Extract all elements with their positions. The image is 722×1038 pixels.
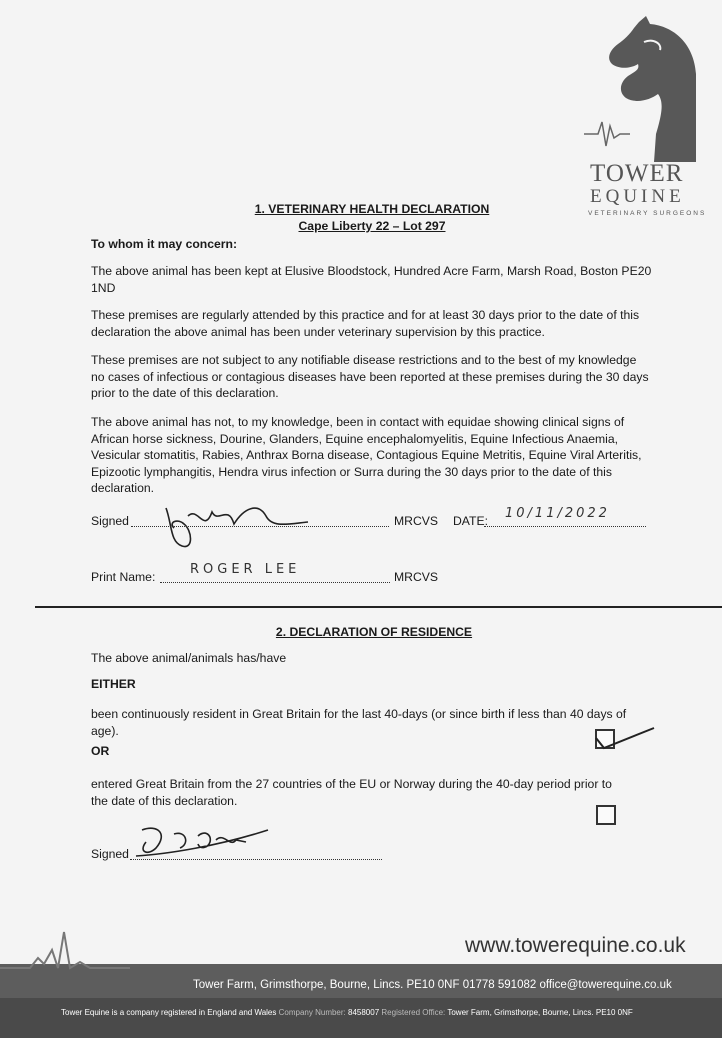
option2-checkbox[interactable] [596,805,616,825]
paragraph-line: Epizootic lymphangitis, Hendra virus infection or Surra during the 30 days prior to the date of this [91,464,612,479]
greeting: To whom it may concern: [91,237,238,251]
section2-signed-label: Signed [91,847,129,861]
paragraph-line: These premises are not subject to any notifiable disease restrictions and to the best of my knowledge [91,353,637,367]
paragraph-contact [91,414,671,497]
paragraph-line: age). [91,723,119,738]
either-label: EITHER [91,677,136,691]
owner-signature [128,820,288,864]
print-mrcvs-label: MRCVS [394,570,439,584]
reg-text: Tower Equine is a company registered in England and Wales [61,1008,277,1017]
section1-subtitle: Cape Liberty 22 – Lot 297 [298,219,446,233]
section2-intro: The above animal/animals has/have [91,651,287,665]
or-label: OR [91,744,110,758]
signed-label: Signed [91,514,129,528]
option1-text [91,706,671,739]
mrcvs-label: MRCVS [394,514,439,528]
paragraph-line: the date of this declaration. [91,793,238,808]
section2-title: 2. DECLARATION OF RESIDENCE [275,625,473,639]
paragraph-line: no cases of infectious or contagious diseases have been reported at these premises during the 30 days [91,369,649,384]
company-number-label: Company Number: [278,1008,346,1017]
paragraph-line: The above animal has not, to my knowledge, been in contact with equidae showing clinical signs of [91,415,625,429]
footer-address: Tower Farm, Grimsthorpe, Bourne, Lincs. PE10 0NF 01778 591082 office@towerequine.co.uk [193,979,672,991]
logo-tagline: VETERINARY SURGEONS [588,210,707,217]
footer-band-lower [0,998,722,1038]
checkmark-icon [592,724,662,754]
paragraph-line: entered Great Britain from the 27 countries of the EU or Norway during the 40-day period prior to [91,777,612,791]
logo [584,14,714,224]
registered-office: Tower Farm, Grimsthorpe, Bourne, Lincs. PE10 0NF [447,1008,633,1017]
print-name-label: Print Name: [91,570,156,584]
paragraph-line: Vesicular stomatitis, Rabies, Anthrax Borna disease, Contagious Equine Metritis, Equine Viral Arteritis, [91,448,642,462]
paragraph-restrictions [91,352,671,402]
paragraph-line: The above animal has been kept at Elusive Bloodstock, Hundred Acre Farm, Marsh Road, Boston PE20 [91,264,652,278]
section-divider [35,606,722,608]
paragraph-line: been continuously resident in Great Britain for the last 40-days (or since birth if less than 40 days of [91,707,627,721]
paragraph-line: prior to the date of this declaration. [91,386,279,400]
paragraph-line: declaration the above animal has been under veterinary supervision by this practice. [91,324,545,339]
date-value: 10/11/2022 [505,506,610,521]
date-label: DATE: [453,514,488,528]
paragraph-line: These premises are regularly attended by this practice and for at least 30 days prior to the date of this [91,308,640,322]
paragraph-location [91,263,671,296]
section1-title: 1. VETERINARY HEALTH DECLARATION [254,202,490,216]
footer-registration [61,1008,633,1017]
paragraph-line: 1ND [91,280,116,295]
paragraph-line: African horse sickness, Dourine, Glanders, Equine encephalomyelitis, Equine Infectious Anaemia, [91,431,619,446]
print-name-value: ROGER LEE [190,562,301,577]
vet-signature [148,494,338,554]
option2-text [91,776,671,809]
logo-word-tower: TOWER [590,160,684,187]
paragraph-line: declaration. [91,481,155,495]
heartbeat-icon [0,928,130,978]
paragraph-supervision [91,307,671,340]
registered-office-label: Registered Office: [381,1008,446,1017]
knight-horse-icon [584,14,704,164]
logo-word-equine: EQUINE [590,186,685,207]
company-number: 8458007 [348,1008,380,1017]
website[interactable]: www.towerequine.co.uk [465,934,686,957]
